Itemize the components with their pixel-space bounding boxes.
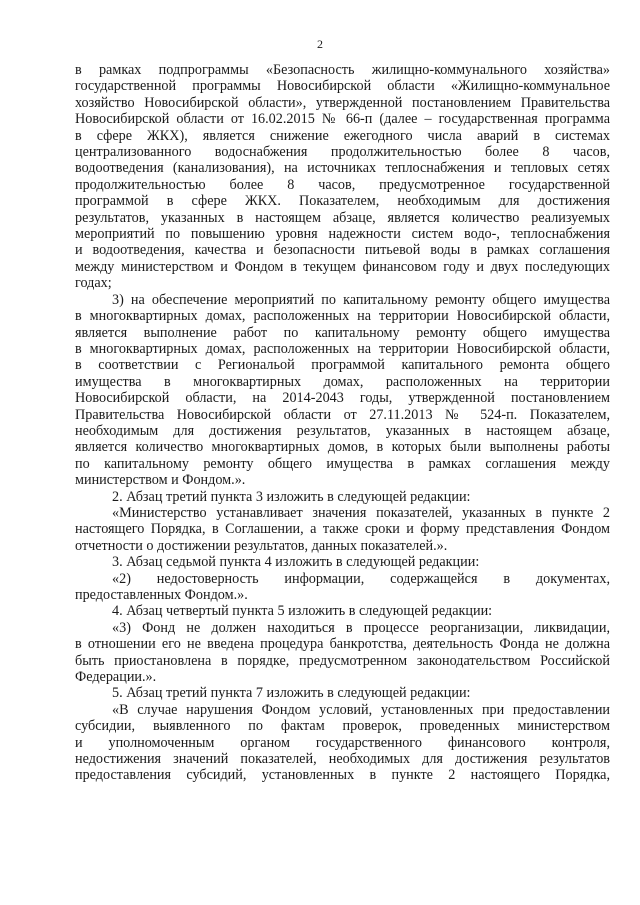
paragraph [75,505,610,554]
text-line: является выполнение работ по капитальному ремонту общего имущества [75,324,610,341]
text-line: по капитальному ремонту общего имущества в рамках соглашения между [75,455,610,472]
text-line: в сфере ЖКХ), является снижение ежегодного числа аварий в системах [75,127,610,144]
text-line: в многоквартирных домах, расположенных на территории Новосибирской области, [75,340,610,357]
text-line: быть приостановлена в порядке, предусмотренном законодательством Российской [75,652,610,669]
text-line: государственной программы Новосибирской области «Жилищно-коммунальное [75,78,610,95]
text-line: является количество многоквартирных домов, в которых были выполнены работы [75,439,610,456]
text-line: хозяйство Новосибирской области», утвержденной постановлением Правительства [75,94,610,111]
text-line: «В случае нарушения Фондом условий, установленных при предоставлении [112,701,610,718]
paragraph [75,702,610,784]
text-line: в отношении его не введена процедура банкротства, деятельность Фонда не должна [75,636,610,653]
text-line: недостижения значений показателей, необходимых для достижения результатов [75,751,610,768]
text-line: Правительства Новосибирской области от 27.11.2013 № 524-п. Показателем, [75,406,610,423]
text-line: продолжительностью более 8 часов, предусмотренное государственной [75,176,610,193]
text-line: «3) Фонд не должен находиться в процессе реорганизации, ликвидации, [112,619,610,636]
paragraph [75,685,610,701]
text-line: 2. Абзац третий пункта 3 изложить в следующей редакции: [112,488,471,505]
text-line: водоотведения (канализования), на источниках теплоснабжения и тепловых сетях [75,160,610,177]
text-line: «2) недостоверность информации, содержащейся в документах, [112,570,610,587]
paragraph [75,603,610,619]
text-line: 3) на обеспечение мероприятий по капитальному ремонту общего имущества [112,291,610,308]
text-line: Новосибирской области, на 2014-2043 годы, утвержденной постановлением [75,390,610,407]
text-line: «Министерство устанавливает значения показателей, указанных в пункте 2 [112,504,610,521]
text-line: программой в сфере ЖКХ. Показателем, необходимым для достижения [75,193,610,210]
text-line: Федерации.». [75,669,157,686]
paragraph [75,489,610,505]
text-line: субсидии, выявленного по фактам проверок, проведенных министерством [75,718,610,735]
text-line: между министерством и Фондом в текущем финансовом году и двух последующих [75,258,610,275]
text-line: предоставления субсидий, установленных в пункте 2 настоящего Порядка, [75,767,610,784]
text-line: необходимым для достижения результатов, указанных в настоящем абзаце, [75,422,610,439]
text-line: 4. Абзац четвертый пункта 5 изложить в следующей редакции: [112,603,493,620]
text-line: Новосибирской области от 16.02.2015 № 66-п (далее – государственная программа [75,111,610,128]
text-line: и уполномоченным органом государственного финансового контроля, [75,734,610,751]
text-line: в соответствии с Региональой программой капитального ремонта общего [75,357,610,374]
text-line: в рамках подпрограммы «Безопасность жилищно-коммунального хозяйства» [75,62,610,78]
text-line: настоящего Порядка, в Соглашении, а также сроки и форму представления Фондом [75,521,610,538]
text-line: 3. Абзац седьмой пункта 4 изложить в следующей редакции: [112,554,480,571]
page-number: 2 [317,37,323,51]
text-line: результатов, указанных в настоящем абзаце, является количество реализуемых [75,209,610,226]
text-line: отчетности о достижении результатов, данных показателей.». [75,537,448,554]
text-line: предоставленных Фондом.». [75,587,248,603]
paragraph [75,571,610,604]
text-line: министерством и Фондом.». [75,472,246,489]
paragraph [75,292,610,489]
text-line: в многоквартирных домах, расположенных на территории Новосибирской области, [75,308,610,325]
document-body [75,62,610,784]
text-line: 5. Абзац третий пункта 7 изложить в следующей редакции: [112,685,471,702]
paragraph [75,554,610,570]
text-line: имущества в многоквартирных домах, расположенных на территории [75,373,610,390]
text-line: мероприятий по повышению уровня надежности систем водо-, теплоснабжения [75,226,610,243]
text-line: и водоотведения, качества и безопасности питьевой воды в рамках соглашения [75,242,610,259]
text-line: централизованного водоснабжения продолжительностью более 8 часов, [75,144,610,161]
paragraph [75,62,610,292]
paragraph [75,620,610,686]
text-line: годах; [75,275,112,292]
